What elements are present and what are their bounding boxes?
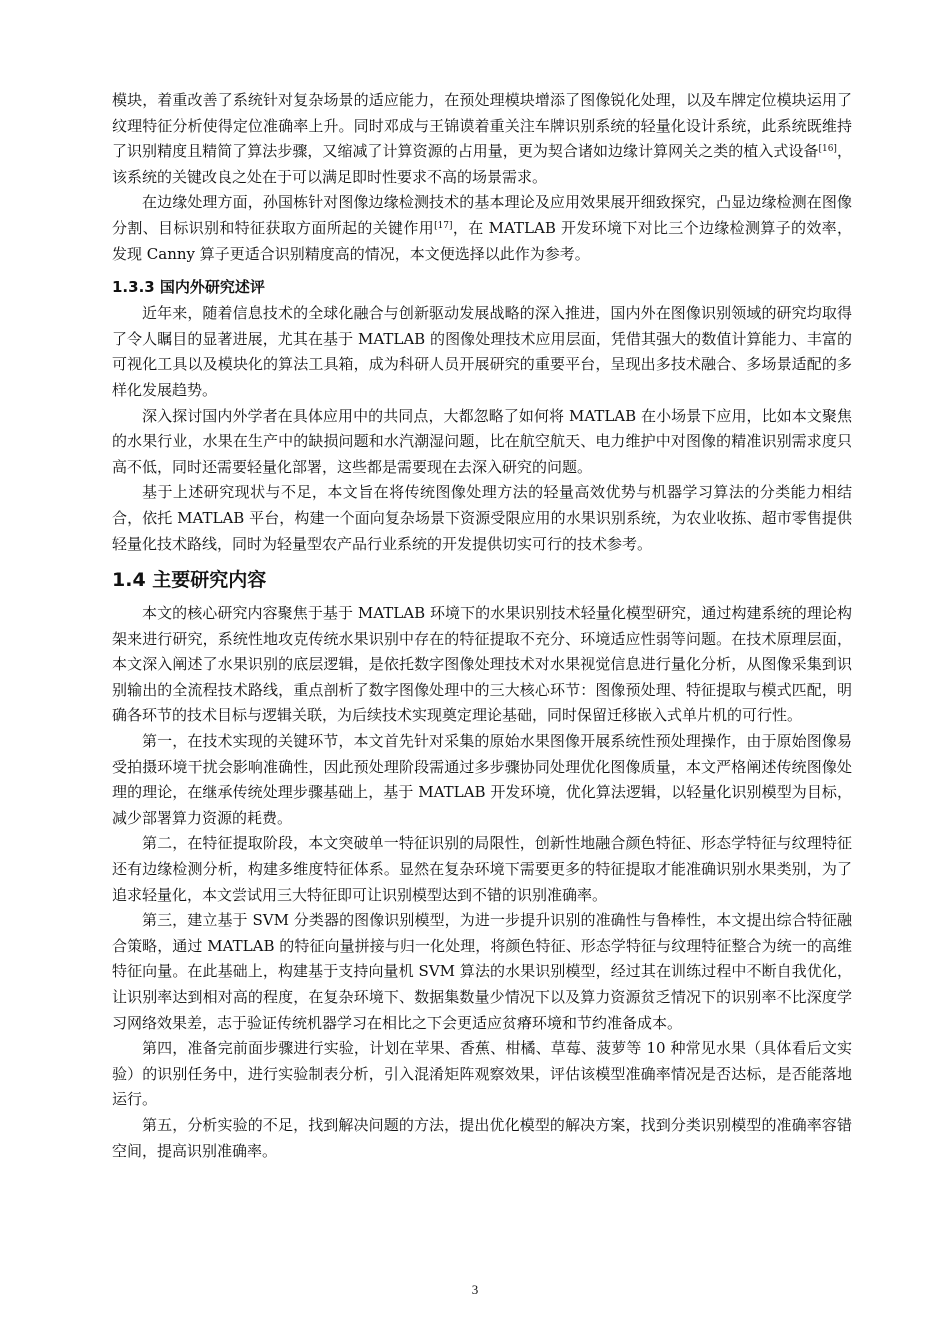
paragraph: 本文的核心研究内容聚焦于基于 MATLAB 环境下的水果识别技术轻量化模型研究，通过构建系统的理论构架来进行研究，系统性地攻克传统水果识别中存在的特征提取不充分、环境适应性弱等问题。在技术原理层面，本文深入阐述了水果识别的底层逻辑，是依托数字图像处理技术对水果视觉信息进行量化分析，从图像采集到识别输出的全流程技术路线，重点剖析了数字图像处理中的三大核心环节：图像预处理、特征提取与模式匹配，明确各环节的技术目标与逻辑关联，为后续技术实现奠定理论基础，同时保留迁移嵌入式单片机的可行性。 (112, 604, 852, 725)
citation: [16] (818, 144, 837, 155)
paragraph: 第二，在特征提取阶段，本文突破单一特征识别的局限性，创新性地融合颜色特征、形态学特征与纹理特征还有边缘检测分析，构建多维度特征体系。显然在复杂环境下需要更多的特征提取才能准确识别水果类别，为了追求轻量化，本文尝试用三大特征即可让识别模型达到不错的识别准确率。 (112, 834, 852, 904)
paragraph (112, 88, 852, 190)
paragraph (112, 190, 852, 267)
paragraph: 深入探讨国内外学者在具体应用中的共同点，大都忽略了如何将 MATLAB 在小场景下应用，比如本文聚焦的水果行业，水果在生产中的缺损问题和水汽潮湿问题，比在航空航天、电力维护中对图像的精准识别需求度只高不低，同时还需要轻量化部署，这些都是需要现在去深入研究的问题。 (112, 406, 852, 476)
paragraph-text: ，在 MATLAB 开发环境下对比三个边缘检测算子的效率，发现 Canny 算子更适合识别精度高的情况，本文便选择以此作为参考。 (112, 218, 852, 263)
paragraph: 第五，分析实验的不足，找到解决问题的方法，提出优化模型的解决方案，找到分类识别模型的准确率容错空间，提高识别准确率。 (112, 1115, 852, 1160)
paragraph: 第一，在技术实现的关键环节，本文首先针对采集的原始水果图像开展系统性预处理操作，由于原始图像易受拍摄环境干扰会影响准确性，因此预处理阶段需通过多步骤协同处理优化图像质量，本文严格阐述传统图像处理的理论，在继承传统处理步骤基础上，基于 MATLAB 开发环境，优化算法逻辑，以轻量化识别模型为目标，减少部署算力资源的耗费。 (112, 732, 852, 827)
paragraph: 基于上述研究现状与不足，本文旨在将传统图像处理方法的轻量高效优势与机器学习算法的分类能力相结合，依托 MATLAB 平台，构建一个面向复杂场景下资源受限应用的水果识别系统，为农业收拣、超市零售提供轻量化技术路线，同时为轻量型农产品行业系统的开发提供切实可行的技术参考。 (112, 483, 852, 553)
paragraph-text: 在边缘处理方面，孙国栋针对图像边缘检测技术的基本理论及应用效果展开细致探究，凸显边缘检测在图像分割、目标识别和特征获取方面所起的关键作用 (112, 193, 852, 237)
section-heading: 1.3.3 国内外研究述评 (112, 278, 265, 297)
page-number: 3 (471, 1282, 479, 1297)
paragraph: 第四，准备完前面步骤进行实验，计划在苹果、香蕉、柑橘、草莓、菠萝等 10 种常见水果（具体看后文实验）的识别任务中，进行实验制表分析，引入混淆矩阵观察效果，评估该模型准确率情况是否达标，是否能落地运行。 (112, 1039, 852, 1109)
paragraph: 近年来，随着信息技术的全球化融合与创新驱动发展战略的深入推进，国内外在图像识别领域的研究均取得了令人瞩目的显著进展，尤其在基于 MATLAB 的图像处理技术应用层面，凭借其强大的数值计算能力、丰富的可视化工具以及模块化的算法工具箱，成为科研人员开展研究的重要平台，呈现出多技术融合、多场景适配的多样化发展趋势。 (112, 304, 852, 399)
paragraph-text: ，该系统的关键改良之处在于可以满足即时性要求不高的场景需求。 (112, 142, 852, 186)
page-body (112, 88, 852, 1164)
chapter-heading: 1.4 主要研究内容 (112, 569, 267, 592)
paragraph-text: 模块，着重改善了系统针对复杂场景的适应能力，在预处理模块增添了图像锐化处理，以及车牌定位模块运用了纹理特征分析使得定位准确率上升。同时邓成与王锦谟着重关注车牌识别系统的轻量化设计系统，此系统既维持了识别精度且精简了算法步骤，又缩减了计算资源的占用量，更为契合诸如边缘计算网关之类的植入式设备 (112, 91, 852, 161)
paragraph: 第三，建立基于 SVM 分类器的图像识别模型，为进一步提升识别的准确性与鲁棒性，本文提出综合特征融合策略，通过 MATLAB 的特征向量拼接与归一化处理，将颜色特征、形态学特征与纹理特征整合为统一的高维特征向量。在此基础上，构建基于支持向量机 SVM 算法的水果识别模型，经过其在训练过程中不断自我优化，让识别率达到相对高的程度，在复杂环境下、数据集数量少情况下以及算力资源贫乏情况下的识别率不比深度学习网络效果差，志于验证传统机器学习在相比之下会更适应贫瘠环境和节约准备成本。 (112, 911, 852, 1032)
citation: [17] (434, 220, 453, 231)
